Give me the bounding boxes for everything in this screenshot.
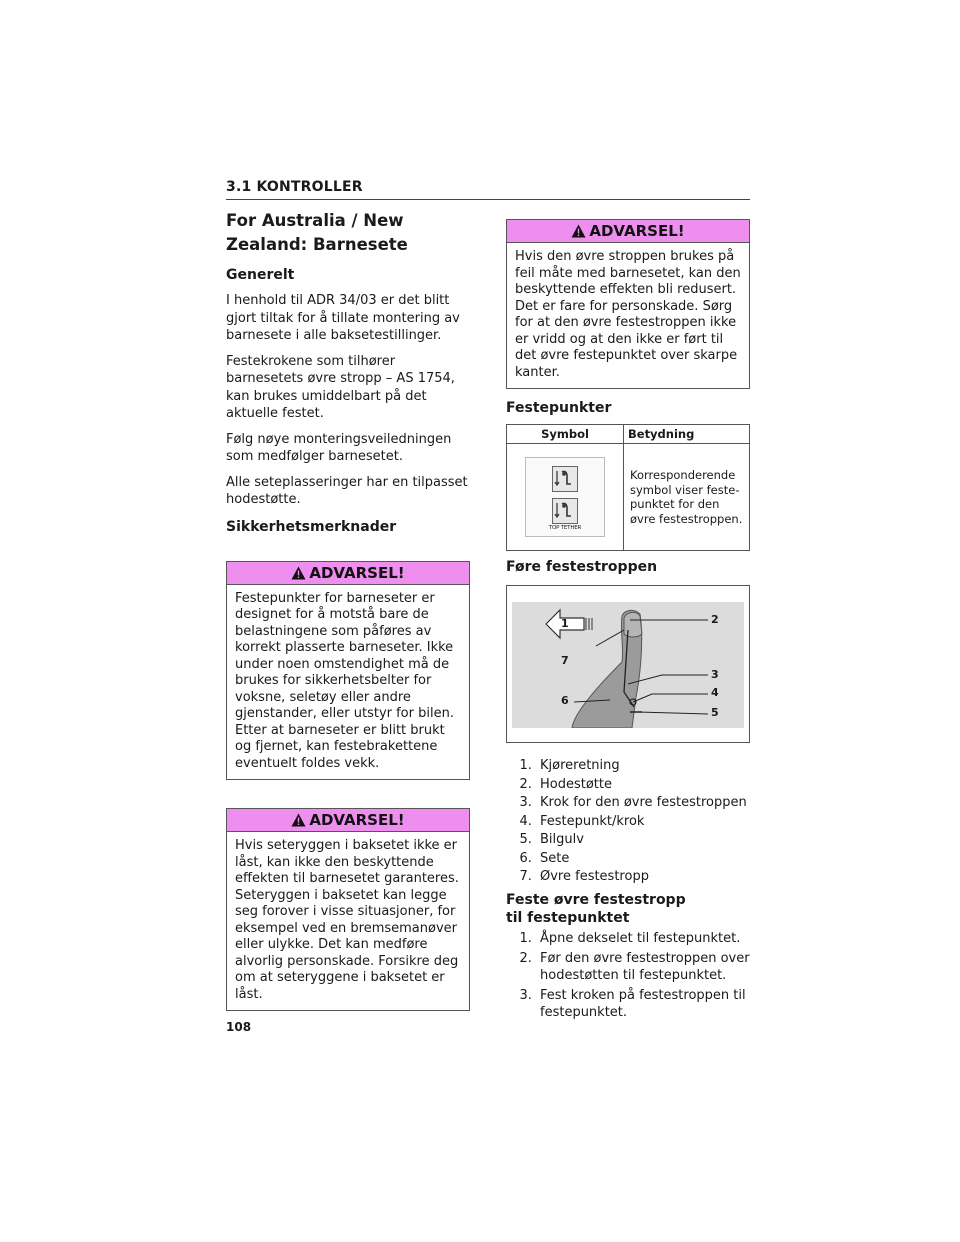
- warning-box: [506, 219, 750, 389]
- list-item: 1. Åpne dekselet til festepunktet.: [536, 930, 750, 947]
- subheading-festepunkter: Festepunkter: [506, 400, 612, 416]
- paragraph: Alle seteplasseringer har en tilpasset hodestøtte.: [226, 474, 468, 507]
- legend-list: [506, 757, 750, 887]
- paragraph: Følg nøye monteringsveiledningen som medfølger barnesetet.: [226, 431, 452, 464]
- warning-text: Hvis den øvre stroppen brukes på feil måte med barnesetet, kan den beskyttende effekten bli redusert. Det er fare for personskade. Sørg for at den øvre festestroppen ikke er vridd og at den ikke er ført til det øvre festepunktet over skarpe kanter.: [515, 249, 741, 380]
- warning-box: [226, 808, 470, 1011]
- table-header-meaning: Betydning: [624, 425, 750, 444]
- subheading-generelt: Generelt: [226, 267, 295, 283]
- page-number: 108: [226, 1020, 252, 1034]
- paragraph: Festekrokene som tilhører barnesetets øvre stropp – AS 1754, kan brukes umiddelbart på det aktuelle festet.: [226, 353, 455, 421]
- list-item: 2. Før den øvre festestroppen over hodestøtten til festepunktet.: [536, 950, 750, 984]
- warning-triangle-icon: [571, 224, 586, 238]
- list-item: 6. Sete: [536, 850, 750, 869]
- subheading-sikkerhet: Sikkerhetsmerknader: [226, 518, 397, 535]
- top-tether-anchor-icon: [552, 498, 578, 524]
- list-item: 3. Fest kroken på festestroppen til festepunktet.: [536, 987, 750, 1021]
- warning-box: [226, 561, 470, 781]
- callout-7: 7: [561, 654, 569, 667]
- warning-text: Festepunkter for barneseter er designet for å motstå bare de belastningene som påføres av korrekt plasserte barneseter. Ikke under noen omstendighet må de brukes for sikkerhetsbelter for voksne, seletøy eller andre gjenstander, eller utstyr for bilen. Etter at barneseter er blitt brukt og fjernet, kan festebrakettene eventuelt foldes vekk.: [235, 590, 454, 771]
- warning-triangle-icon: [291, 566, 306, 580]
- headrest-shape: [624, 612, 642, 637]
- warning-title: ADVARSEL!: [309, 563, 405, 582]
- warning-title: ADVARSEL!: [309, 811, 405, 829]
- warning-header: [227, 809, 469, 832]
- subheading-feste: Feste øvre festestropp til festepunktet: [506, 891, 686, 926]
- right-column: [506, 219, 750, 1021]
- list-item: 3. Krok for den øvre festestroppen: [536, 794, 750, 813]
- paragraph: I henhold til ADR 34/03 er det blitt gjort tiltak for å tillate montering av barnesete i alle baksetestillinger.: [226, 293, 460, 343]
- table-row: [507, 444, 750, 551]
- subheading-fore: Føre festestroppen: [506, 559, 658, 575]
- list-item: 4. Festepunkt/krok: [536, 813, 750, 832]
- meaning-cell: Korresponderende symbol viser feste-punktet for den øvre festestroppen.: [624, 444, 750, 551]
- callout-2: 2: [711, 613, 719, 626]
- warning-title: ADVARSEL!: [589, 222, 685, 240]
- warning-header: [227, 562, 469, 585]
- table-header-symbol: Symbol: [507, 425, 624, 444]
- callout-5: 5: [711, 706, 719, 719]
- section-header: 3.1 KONTROLLER: [226, 179, 750, 200]
- symbol-table: [506, 424, 750, 551]
- warning-header: [507, 220, 749, 243]
- list-item: 5. Bilgulv: [536, 831, 750, 850]
- page-title: For Australia / New Zealand: Barnesete: [226, 211, 408, 254]
- list-item: 7. Øvre festestropp: [536, 868, 750, 887]
- tether-figure: [506, 585, 750, 743]
- icon-label: TOP TETHER: [548, 525, 582, 531]
- list-item: 2. Hodestøtte: [536, 776, 750, 795]
- symbol-cell: [507, 444, 624, 551]
- callout-3: 3: [711, 668, 719, 681]
- left-column: [226, 209, 470, 1011]
- steps-list: [506, 930, 750, 1021]
- warning-text: Hvis seteryggen i baksetet ikke er låst, kan ikke den beskyttende effekten til barnesetet garanteres. Seteryggen i baksetet kan legge seg forover i visse situasjoner, for eksempel ved en bremsemanøver eller ulykke. Det kan medføre alvorlig personskade. Forsikre deg om at seteryggene i baksetet er låst.: [235, 838, 459, 1002]
- tether-diagram: [512, 602, 744, 728]
- callout-1: 1: [561, 617, 569, 630]
- list-item: 1. Kjøreretning: [536, 757, 750, 776]
- callout-4: 4: [711, 686, 719, 699]
- callout-6: 6: [561, 694, 569, 707]
- child-seat-anchor-icon: [552, 466, 578, 492]
- warning-triangle-icon: [291, 813, 306, 827]
